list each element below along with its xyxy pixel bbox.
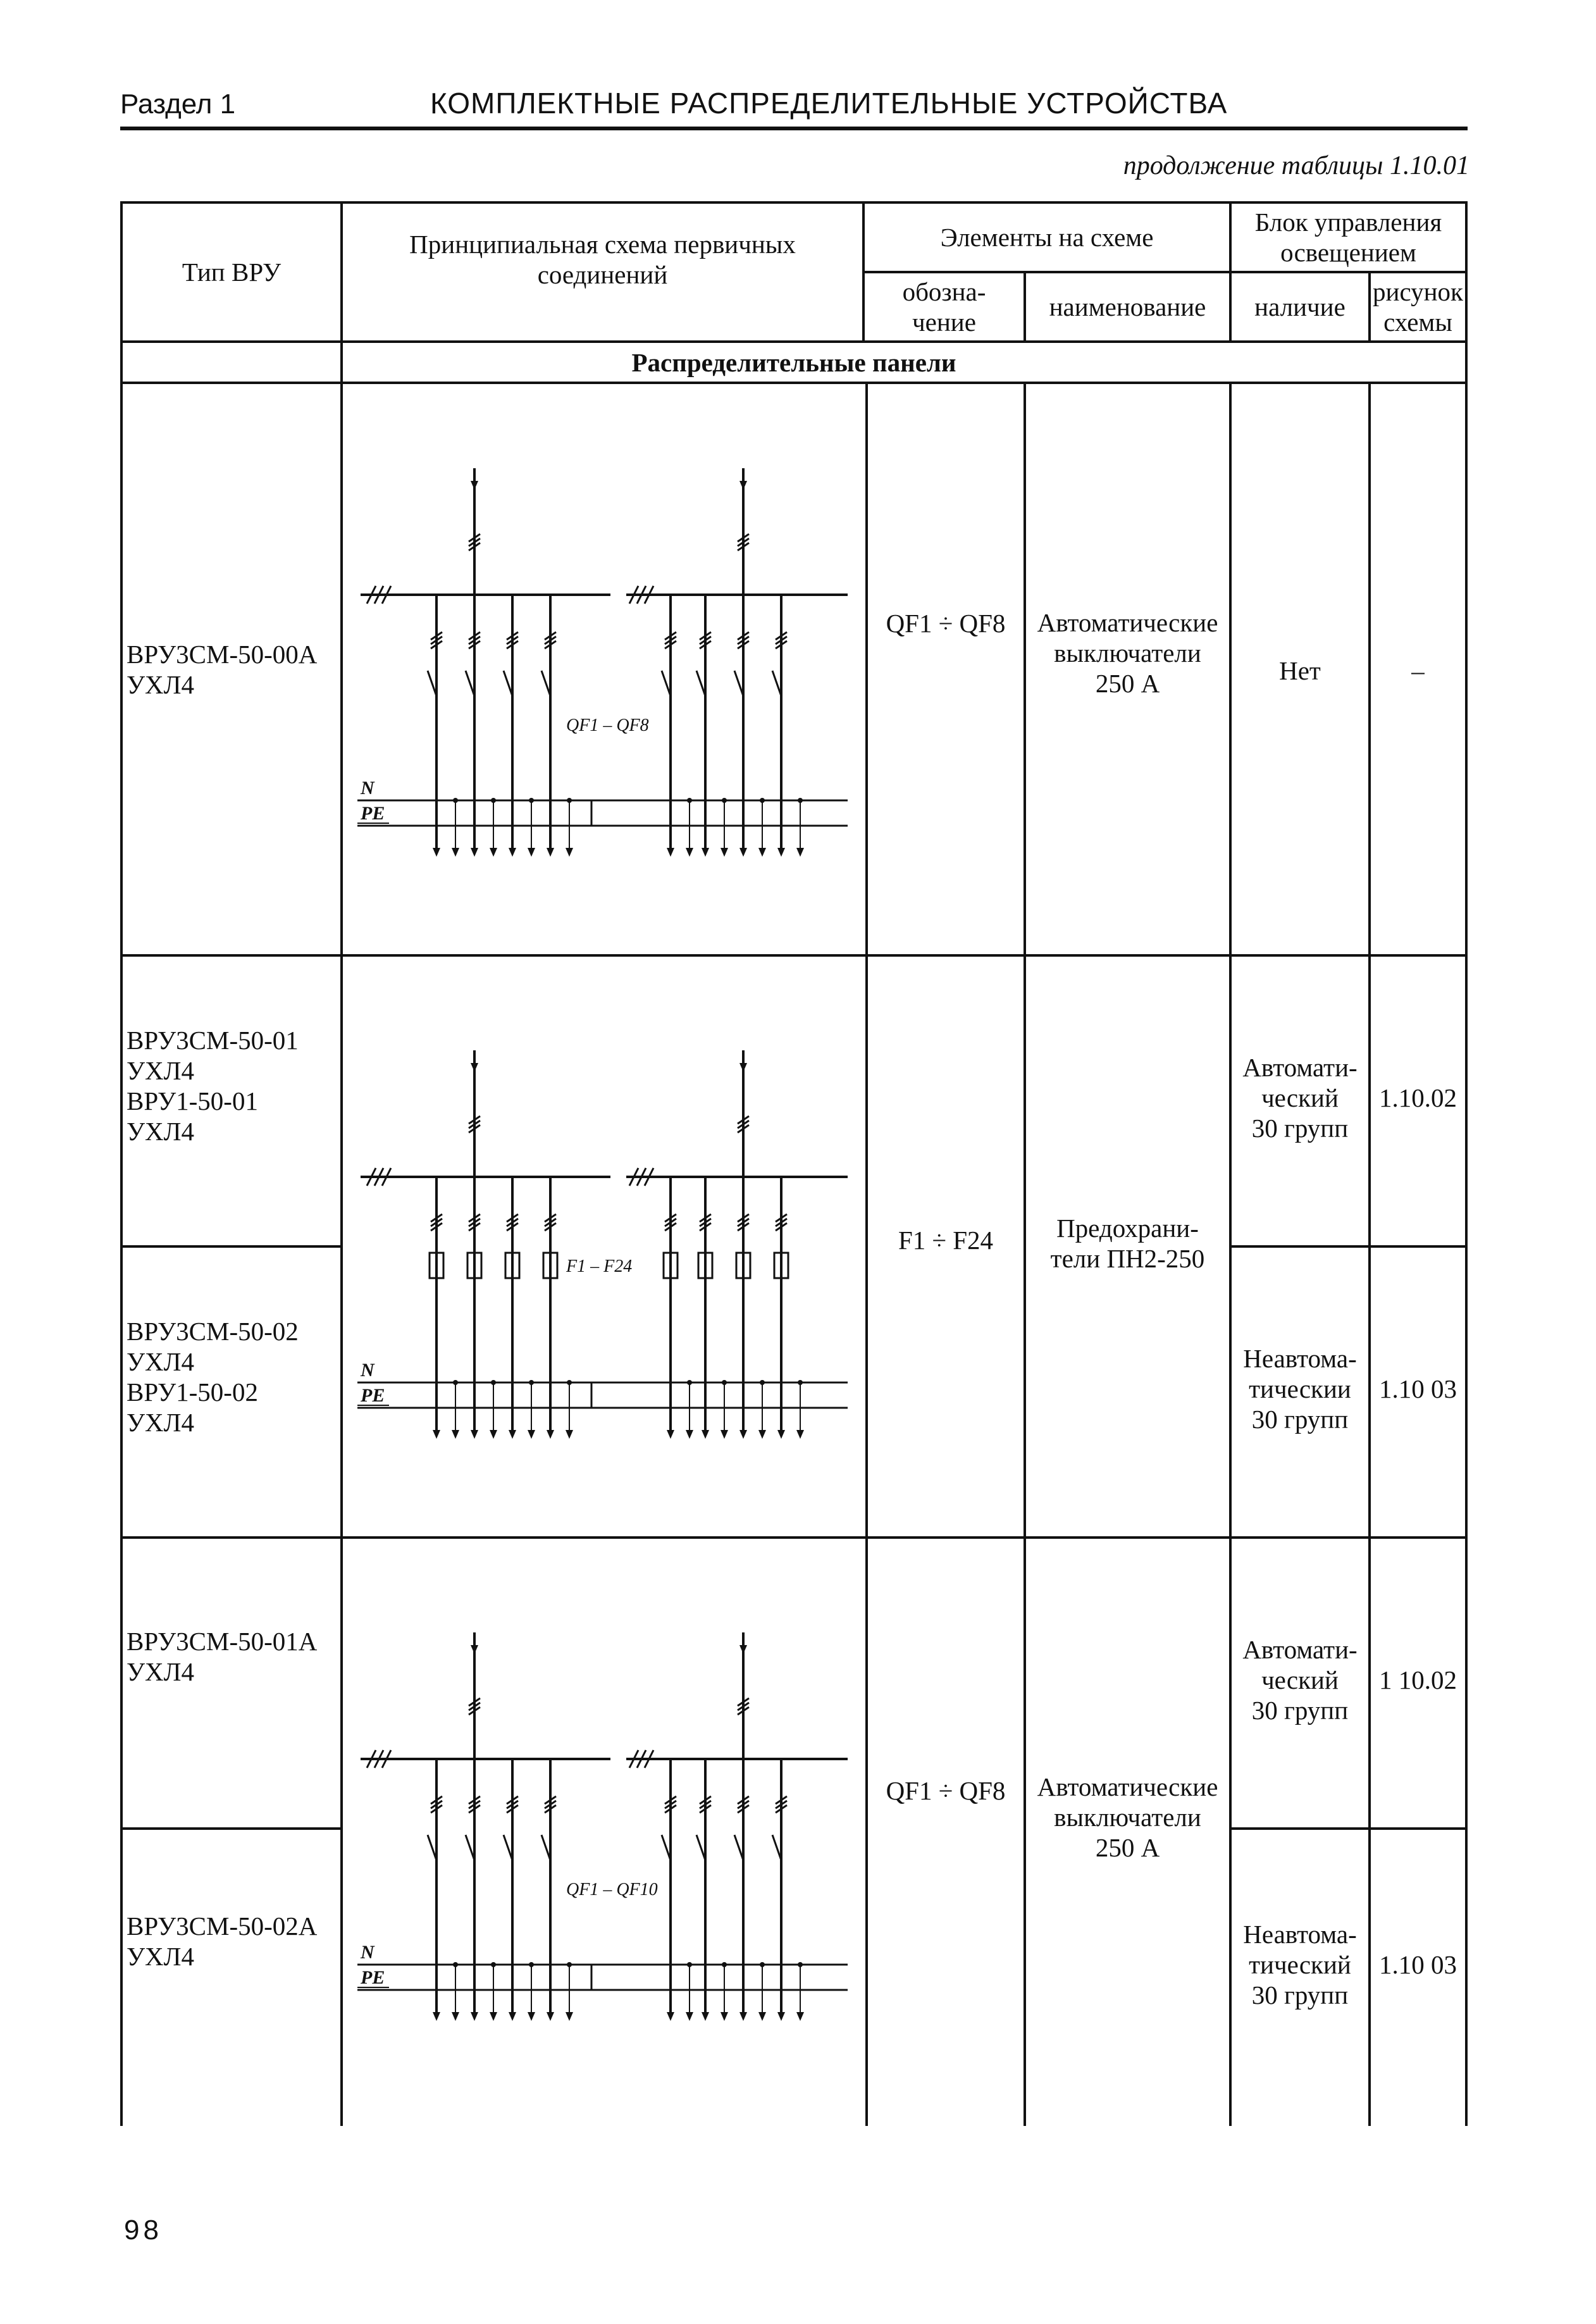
outgoing-arrow [566,2012,573,2021]
page-number: 98 [124,2215,163,2246]
outgoing-arrow [471,1430,478,1439]
outgoing-arrow [702,848,709,857]
page-title: КОМПЛЕКТНЫЕ РАСПРЕДЕЛИТЕЛЬНЫЕ УСТРОЙСТВА [430,87,1228,120]
outgoing-arrow [721,2012,728,2021]
header-drawing: рисунок схемы [1373,277,1463,337]
breaker-contact [541,1835,550,1860]
junction-dot [567,1380,572,1385]
junction-dot [798,798,803,803]
outgoing-arrow [758,848,766,857]
header-name: наименование [1049,292,1206,321]
protective-label: PE [361,803,385,824]
breaker-contact [734,671,743,696]
incoming-arrow [739,1645,747,1654]
breaker-contact [696,1835,705,1860]
row3-name: Автоматические выключатели 250 А [1037,1772,1218,1862]
outgoing-arrow [433,848,440,857]
junction-dot [567,1962,572,1967]
breaker-contact [772,671,781,696]
outgoing-arrow [667,2012,674,2021]
section-row-distribution-panels: Распределительные панели [631,347,956,377]
row3a-type: ВРУ3СМ-50-01А УХЛ4 [127,1627,318,1686]
breaker-contact [772,1835,781,1860]
junction-dot [722,1962,727,1967]
outgoing-arrow [758,1430,766,1439]
neutral-label: N [361,1360,374,1381]
outgoing-arrow [739,848,747,857]
row2-name: Предохрани- тели ПН2-250 [1050,1214,1205,1273]
junction-dot [453,1962,458,1967]
outgoing-arrow [471,2012,478,2021]
breaker-contact [696,671,705,696]
outgoing-arrow [777,2012,785,2021]
breaker-contact [466,1835,474,1860]
outgoing-arrow [721,848,728,857]
junction-dot [491,1962,496,1967]
incoming-arrow [471,481,478,490]
outgoing-arrow [777,848,785,857]
outgoing-arrow [796,2012,804,2021]
outgoing-arrow [452,848,459,857]
outgoing-arrow [547,1430,554,1439]
outgoing-arrow [452,2012,459,2021]
outgoing-arrow [702,1430,709,1439]
outgoing-arrow [686,848,693,857]
outgoing-arrow [471,848,478,857]
breaker-contact [662,1835,671,1860]
row3b-presence: Неавтома- тический 30 групп [1243,1920,1357,2010]
junction-dot [529,1380,534,1385]
outgoing-arrow [777,1430,785,1439]
section-label: Раздел 1 [120,89,236,120]
junction-dot [760,1380,765,1385]
junction-dot [722,1380,727,1385]
header-type: Тип ВРУ [182,258,281,287]
junction-dot [491,1380,496,1385]
row1-presence: Нет [1279,656,1321,685]
row2b-type: ВРУ3СМ-50-02 УХЛ4 ВРУ1-50-02 УХЛ4 [127,1317,299,1437]
junction-dot [453,1380,458,1385]
incoming-arrow [471,1063,478,1072]
row2-designation: F1 ÷ F24 [898,1226,994,1255]
scheme-device-label: F1 – F24 [566,1257,633,1276]
outgoing-arrow [686,1430,693,1439]
outgoing-arrow [490,2012,497,2021]
neutral-label: N [361,778,374,798]
row3b-drawing: 1.10 03 [1379,1950,1457,1979]
table-continuation-note: продолжение таблицы 1.10.01 [1123,151,1469,180]
row2a-type: ВРУ3СМ-50-01 УХЛ4 ВРУ1-50-01 УХЛ4 [127,1026,299,1146]
outgoing-arrow [509,2012,516,2021]
row2a-presence: Автомати- ческий 30 групп [1242,1053,1358,1143]
junction-dot [491,798,496,803]
incoming-arrow [739,481,747,490]
outgoing-arrow [547,848,554,857]
outgoing-arrow [509,1430,516,1439]
breaker-contact [541,671,550,696]
outgoing-arrow [796,848,804,857]
outgoing-arrow [433,1430,440,1439]
junction-dot [722,798,727,803]
scheme-device-label: QF1 – QF10 [566,1880,658,1899]
outgoing-arrow [433,2012,440,2021]
junction-dot [687,798,692,803]
header-presence: наличие [1254,292,1345,321]
junction-dot [760,798,765,803]
junction-dot [798,1380,803,1385]
neutral-label: N [361,1942,374,1963]
row1-name: Автоматические выключатели 250 А [1037,608,1218,698]
row2b-drawing: 1.10 03 [1379,1374,1457,1403]
scheme-device-label: QF1 – QF8 [566,716,649,735]
breaker-contact [428,1835,436,1860]
breaker-contact [428,671,436,696]
breaker-contact [504,1835,512,1860]
junction-dot [529,1962,534,1967]
outgoing-arrow [528,2012,535,2021]
outgoing-arrow [796,1430,804,1439]
outgoing-arrow [566,848,573,857]
junction-dot [453,798,458,803]
outgoing-arrow [739,2012,747,2021]
protective-label: PE [361,1967,385,1988]
outgoing-arrow [758,2012,766,2021]
header-designation: обозна- чение [902,277,986,337]
outgoing-arrow [490,848,497,857]
outgoing-arrow [547,2012,554,2021]
outgoing-arrow [667,1430,674,1439]
outgoing-arrow [702,2012,709,2021]
outgoing-arrow [452,1430,459,1439]
junction-dot [529,798,534,803]
row3a-presence: Автомати- ческий 30 групп [1242,1635,1358,1725]
outgoing-arrow [667,848,674,857]
junction-dot [798,1962,803,1967]
outgoing-arrow [739,1430,747,1439]
row1-drawing: – [1411,656,1425,685]
row3a-drawing: 1 10.02 [1379,1665,1457,1694]
row2b-presence: Неавтома- тическии 30 групп [1243,1344,1357,1434]
outgoing-arrow [490,1430,497,1439]
outgoing-arrow [509,848,516,857]
outgoing-arrow [528,1430,535,1439]
row3b-type: ВРУ3СМ-50-02А УХЛ4 [127,1911,318,1971]
row1-type: ВРУ3СМ-50-00А УХЛ4 [127,639,318,699]
row3-designation: QF1 ÷ QF8 [886,1776,1006,1805]
outgoing-arrow [721,1430,728,1439]
protective-label: PE [361,1385,385,1406]
breaker-contact [662,671,671,696]
breaker-contact [734,1835,743,1860]
breaker-contact [504,671,512,696]
row2a-drawing: 1.10.02 [1379,1083,1457,1112]
junction-dot [760,1962,765,1967]
outgoing-arrow [566,1430,573,1439]
incoming-arrow [471,1645,478,1654]
header-lighting: Блок управления освещением [1254,208,1442,267]
row1-designation: QF1 ÷ QF8 [886,609,1006,638]
junction-dot [687,1962,692,1967]
header-scheme: Принципиальная схема первичных соединений [409,230,796,289]
outgoing-arrow [686,2012,693,2021]
header-elements: Элементы на схеме [940,223,1154,252]
junction-dot [567,798,572,803]
breaker-contact [466,671,474,696]
outgoing-arrow [528,848,535,857]
junction-dot [687,1380,692,1385]
incoming-arrow [739,1063,747,1072]
